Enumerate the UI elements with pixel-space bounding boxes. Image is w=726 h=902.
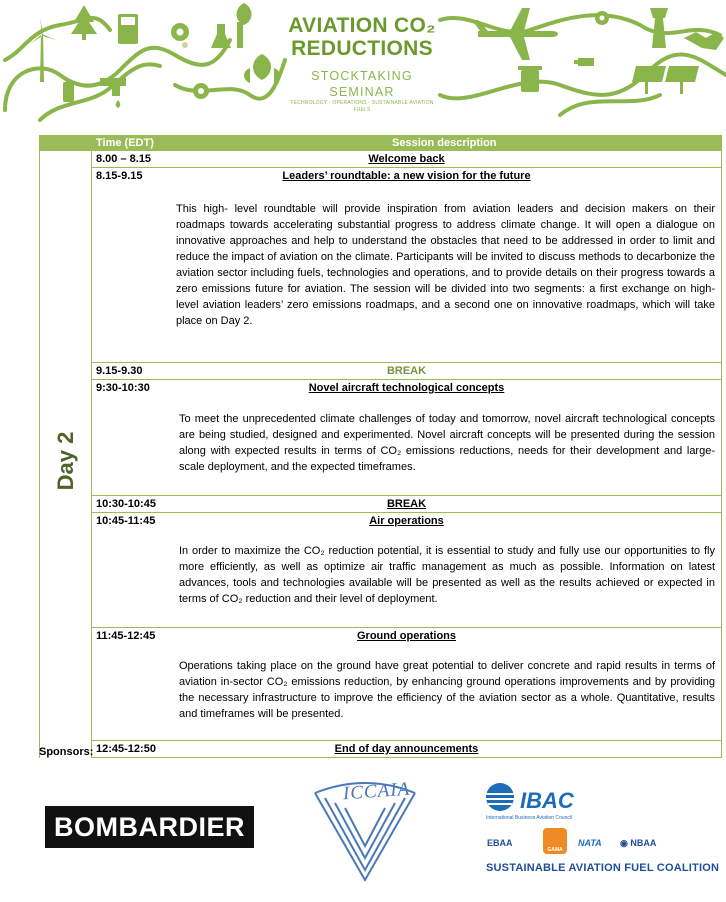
ebaa-logo: EBAA (487, 838, 513, 848)
session-title: BREAK (386, 498, 427, 510)
session-title: End of day announcements (334, 743, 479, 755)
table-row (92, 363, 721, 380)
right-icons (472, 8, 724, 94)
nbaa-label: NBAA (630, 838, 657, 848)
control-tower-icon (650, 8, 668, 48)
table-row (92, 496, 721, 513)
ibac-wordmark: IBAC (520, 788, 574, 813)
session-time: 9:30-10:30 (96, 382, 150, 394)
session-title: Ground operations (357, 630, 456, 642)
seminar-subtitle: STOCKTAKING SEMINAR (311, 69, 413, 99)
session-time: 9.15-9.30 (96, 365, 143, 377)
session-description: In order to maximize the CO₂ reduction potential, it is essential to study and fully use our opportunities to fly more efficiently, as well as optimize air traffic management as much as possible. Information on latest advances, tools and technologies available will be presented as well as the results achieved or expected in terms of CO₂ reduction and their level of deployment. (179, 545, 715, 605)
seminar-banner (0, 0, 726, 122)
day-label: Day 2 (53, 431, 78, 491)
table-row (92, 741, 721, 758)
seminar-title-line1: AVIATION CO₂ (288, 14, 436, 37)
header-time: Time (EDT) (96, 137, 154, 149)
session-title: Leaders’ roundtable: a new vision for the future (282, 170, 531, 182)
flasks-icon (211, 22, 243, 48)
session-time: 12:45-12:50 (96, 743, 156, 755)
table-row (92, 380, 721, 496)
header-description: Session description (392, 137, 497, 149)
session-title: Welcome back (368, 153, 445, 165)
nbaa-logo (620, 838, 656, 849)
table-header (40, 136, 721, 151)
seminar-tagline: TECHNOLOGY - OPERATIONS - SUSTAINABLE AVIATION FUELS (290, 100, 434, 113)
schedule-table (39, 135, 722, 758)
table-row (92, 151, 721, 168)
table-row (92, 513, 721, 628)
leaf-icon (237, 3, 252, 25)
seminar-title-block (287, 14, 437, 114)
gama-logo (543, 828, 567, 854)
gama-label: GAMA (547, 847, 563, 853)
nata-logo: NATA (578, 838, 602, 848)
session-title: Novel aircraft technological concepts (308, 382, 505, 394)
seminar-title-line2: REDUCTIONS (291, 37, 433, 60)
solar-panel-icon (632, 66, 699, 94)
session-title: BREAK (386, 365, 427, 377)
saf-coalition-label: SUSTAINABLE AVIATION FUEL COALITION (486, 862, 720, 874)
sponsors-label: Sponsors: (39, 746, 94, 758)
session-title: Air operations (369, 515, 444, 527)
session-time: 8.15-9.15 (96, 170, 143, 182)
session-description: This high- level roundtable will provide inspiration from aviation leaders and decision makers on their roadmaps towards accelerating substantial progress to address climate change. It will open a dialogue on innovative approaches and help to understand the obstacles that need to be addressed in order to limit and reduce the impact of aviation on the climate. Participants will be invited to discuss methods to decarbonize the aviation sector including fuels, technologies and operations, and to provide details on their progress towards a zero emissions future for aviation. The session will be divided into two segments: a first exchange on high-level aviation leaders’ zero emissions roadmaps, and a second one on innovative roadmaps, which will take place on Day 2. (176, 203, 715, 327)
battery-icon (63, 82, 74, 102)
session-description: To meet the unprecedented climate challenges of today and tomorrow, novel aircraft technological concepts are being studied, designed and experimented. Novel aircraft concepts will be presented during the session along with expected results in terms of CO₂ emissions reductions, needs for their development and large-scale deployment, and the expected timeframes. (179, 413, 715, 473)
session-time: 11:45-12:45 (96, 630, 156, 642)
table-row (92, 168, 721, 363)
nbaa-globe-icon: ◉ (620, 838, 631, 848)
session-time: 8.00 – 8.15 (96, 153, 152, 165)
plug-icon (574, 58, 594, 66)
airplane-icon (472, 8, 558, 60)
table-row (92, 628, 721, 741)
ibac-full-name: International Business Aviation Council (486, 815, 573, 821)
bombardier-logo: BOMBARDIER (45, 806, 254, 848)
session-description: Operations taking place on the ground have great potential to deliver concrete and rapid results in terms of aviation in-sector CO₂ emissions reduction, by enhancing ground operations improvements and by providing the necessary infrastructure to improve the efficiency of the aviation sector as a whole. Quantitative, results and timeframes will be presented. (179, 660, 715, 720)
plants-icon (244, 54, 280, 83)
session-time: 10:30-10:45 (96, 498, 156, 510)
session-time: 10:45-11:45 (96, 515, 156, 527)
ibac-globe-icon (484, 782, 520, 812)
handshake-icon (684, 32, 724, 50)
bin-icon (521, 70, 539, 92)
iccaia-wordmark: ICCAIA (342, 778, 411, 805)
day-column (40, 151, 92, 758)
